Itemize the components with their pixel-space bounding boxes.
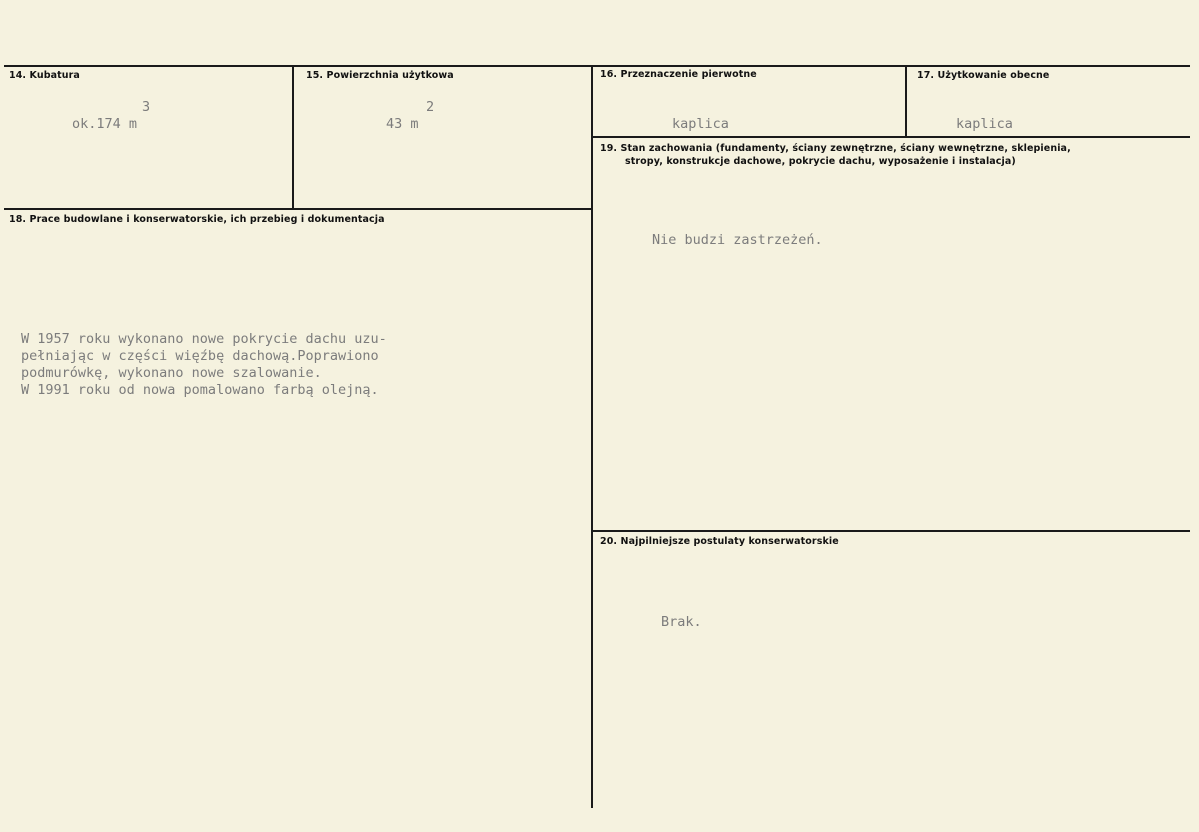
field-20-value: Brak. [661,614,702,630]
center-divider [591,66,593,808]
field-16-label: 16. Przeznaczenie pierwotne [600,69,757,80]
divider-row-20 [592,530,1190,532]
field-18-line-2: pełniając w części więźbę dachową.Poprawiono [21,348,379,364]
field-19-label: 19. Stan zachowania (fundamenty, ściany zewnętrzne, ściany wewnętrzne, sklepienia, [600,143,1071,154]
divider-row-19 [592,136,1190,138]
field-15-label: 15. Powierzchnia użytkowa [306,70,454,81]
field-18-label: 18. Prace budowlane i konserwatorskie, ich przebieg i dokumentacja [9,214,385,225]
field-20-label: 20. Najpilniejsze postulaty konserwatorskie [600,536,839,547]
divider-16-17 [905,66,907,137]
field-17-label: 17. Użytkowanie obecne [917,70,1050,81]
field-14-value: ok.174 m [72,116,138,132]
field-18-line-3: podmurówkę, wykonano nowe szalowanie. [21,365,322,381]
divider-row-18 [4,208,592,210]
field-18-line-1: W 1957 roku wykonano nowe pokrycie dachu uzu- [21,331,387,347]
field-19-value: Nie budzi zastrzeżeń. [652,232,823,248]
field-14-label: 14. Kubatura [9,70,80,81]
field-15-value: 43 m [386,116,419,132]
field-18-line-4: W 1991 roku od nowa pomalowano farbą olejną. [21,382,379,398]
top-border-line [4,65,1190,67]
field-19-label-line-2: stropy, konstrukcje dachowe, pokrycie dachu, wyposażenie i instalacja) [625,156,1016,167]
divider-14-15 [292,66,294,209]
field-16-value: kaplica [672,116,729,132]
field-15-exponent: 2 [426,99,435,115]
field-17-value: kaplica [956,116,1013,132]
field-14-exponent: 3 [142,99,151,115]
